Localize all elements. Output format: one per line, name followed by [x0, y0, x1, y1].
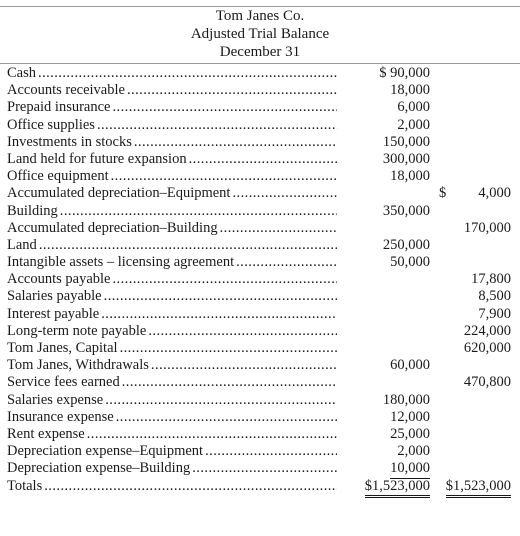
account-name: Intangible assets – licensing agreement . . .: [7, 254, 337, 271]
account-row: [7, 117, 517, 134]
account-name: Long-term note payable . . .: [7, 323, 337, 340]
debit-amount: 25,000: [390, 425, 430, 442]
account-name: Accounts receivable . . .: [7, 82, 337, 99]
account-row: [7, 99, 517, 116]
account-row: [7, 443, 517, 460]
account-name: Insurance expense . . .: [7, 409, 337, 426]
account-name: Depreciation expense–Equipment . . .: [7, 443, 337, 460]
debit-amount: 12,000: [390, 408, 430, 425]
debit-amount: 2,000: [397, 116, 430, 133]
account-row: [7, 82, 517, 99]
debit-amount: 150,000: [382, 133, 430, 150]
account-row: [7, 168, 517, 185]
credit-amount: 17,800: [471, 271, 511, 288]
account-row: [7, 323, 517, 340]
account-row: [7, 151, 517, 168]
account-row: [7, 426, 517, 443]
account-row: [7, 392, 517, 409]
account-name: Land . . .: [7, 237, 337, 254]
credit-amount: 4,000: [478, 185, 511, 202]
credit-amount: 620,000: [463, 340, 511, 356]
credit-amount: 8,500: [478, 288, 511, 305]
header-bottom-rule: [0, 63, 520, 64]
account-name: Investments in stocks . . .: [7, 134, 337, 151]
account-name: Tom Janes, Withdrawals . . .: [7, 357, 337, 374]
credit-amount: 170,000: [463, 219, 511, 236]
debit-amount: 2,000: [397, 443, 430, 460]
statement-header: [0, 7, 520, 61]
account-name: Service fees earned . . .: [7, 374, 337, 391]
account-row: [7, 357, 517, 374]
debit-amount: 60,000: [390, 357, 430, 374]
account-name: Depreciation expense–Building . . .: [7, 460, 337, 477]
account-row: [7, 185, 517, 202]
credit-amount: 7,900: [478, 305, 511, 322]
account-row: [7, 460, 517, 477]
account-name: Interest payable . . .: [7, 306, 337, 323]
credit-amount: $1,523,000: [446, 478, 511, 498]
debit-amount: $ 90,000: [379, 65, 430, 81]
company-name: Tom Janes Co.: [215, 8, 305, 24]
account-name: Accounts payable . . .: [7, 271, 337, 288]
debit-amount: 6,000: [397, 99, 430, 116]
account-name: Accumulated depreciation–Equipment . . .: [7, 185, 337, 202]
account-name: Tom Janes, Capital . . .: [7, 340, 337, 357]
statement-date: December 31: [219, 44, 301, 60]
debit-amount: $1,523,000: [365, 478, 430, 498]
account-name: Salaries expense . . .: [7, 392, 337, 409]
account-row: [7, 134, 517, 151]
account-name: Land held for future expansion . . .: [7, 151, 337, 168]
statement-title: Adjusted Trial Balance: [190, 26, 330, 42]
debit-amount: 350,000: [382, 202, 430, 219]
account-name: Totals . . .: [7, 478, 337, 495]
account-row: [7, 409, 517, 426]
debit-amount: 180,000: [382, 391, 430, 408]
account-row: [7, 271, 517, 288]
account-name: Cash . . .: [7, 65, 337, 82]
account-row: [7, 340, 517, 357]
account-row: [7, 288, 517, 305]
account-name: Building . . .: [7, 203, 337, 220]
debit-amount: 50,000: [390, 254, 430, 271]
account-row: [7, 203, 517, 220]
debit-amount: 18,000: [390, 168, 430, 185]
credit-amount: 470,800: [463, 374, 511, 391]
account-name: Office equipment . . .: [7, 168, 337, 185]
account-name: Salaries payable . . .: [7, 288, 337, 305]
account-row: [7, 237, 517, 254]
account-row: [7, 65, 517, 82]
totals-row: [7, 478, 517, 495]
account-row: [7, 306, 517, 323]
account-name: Prepaid insurance . . .: [7, 99, 337, 116]
debit-amount: 18,000: [390, 82, 430, 99]
account-name: Accumulated depreciation–Building . . .: [7, 220, 337, 237]
account-name: Rent expense . . .: [7, 426, 337, 443]
account-name: Office supplies . . .: [7, 117, 337, 134]
account-row: [7, 220, 517, 237]
account-row: [7, 374, 517, 391]
debit-amount: 10,000: [390, 460, 430, 478]
account-row: [7, 254, 517, 271]
debit-amount: 300,000: [382, 150, 430, 167]
debit-amount: 250,000: [382, 236, 430, 253]
credit-dollar-sign: $: [439, 185, 447, 202]
trial-balance-table: [7, 65, 517, 495]
credit-amount: 224,000: [463, 322, 511, 339]
